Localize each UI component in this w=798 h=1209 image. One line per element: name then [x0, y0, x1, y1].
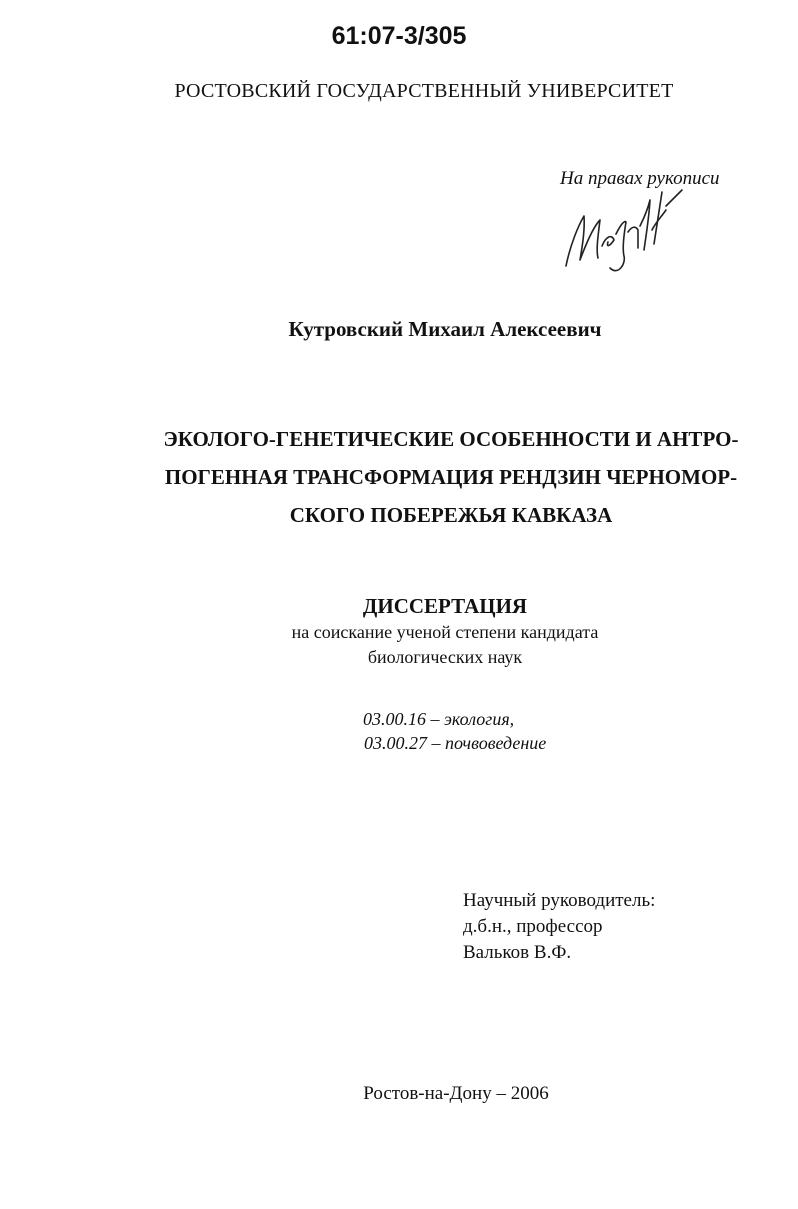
catalog-stamp: 61:07-3/305 [331, 22, 467, 50]
degree-description [0, 620, 798, 670]
advisor-credentials: д.б.н., профессор [463, 916, 603, 937]
title-line-2: ПОГЕННАЯ ТРАНСФОРМАЦИЯ РЕНДЗИН ЧЕРНОМОР- [164, 465, 738, 489]
specialty-1: 03.00.16 – экология, [363, 709, 515, 729]
scientific-advisor [463, 888, 655, 966]
title-line-1: ЭКОЛОГО-ГЕНЕТИЧЕСКИЕ ОСОБЕННОСТИ И АНТРО- [163, 427, 739, 451]
advisor-role: Научный руководитель: [463, 890, 656, 911]
author-name: Кутровский Михаил Алексеевич [288, 317, 602, 341]
specialty-2: 03.00.27 – почвоведение [364, 733, 547, 753]
university-name: РОСТОВСКИЙ ГОСУДАРСТВЕННЫЙ УНИВЕРСИТЕТ [174, 80, 674, 102]
dissertation-title [0, 420, 798, 534]
specialty-codes [363, 707, 546, 755]
rights-note: На правах рукописи [560, 168, 720, 189]
degree-line-2: биологических наук [367, 647, 523, 667]
degree-line-1: на соискание ученой степени кандидата [291, 622, 599, 642]
document-type: ДИССЕРТАЦИЯ [362, 594, 528, 618]
title-line-3: СКОГО ПОБЕРЕЖЬЯ КАВКАЗА [289, 503, 613, 527]
advisor-name: Вальков В.Ф. [463, 942, 572, 963]
author-signature [558, 186, 698, 282]
place-and-year: Ростов-на-Дону – 2006 [363, 1083, 549, 1104]
